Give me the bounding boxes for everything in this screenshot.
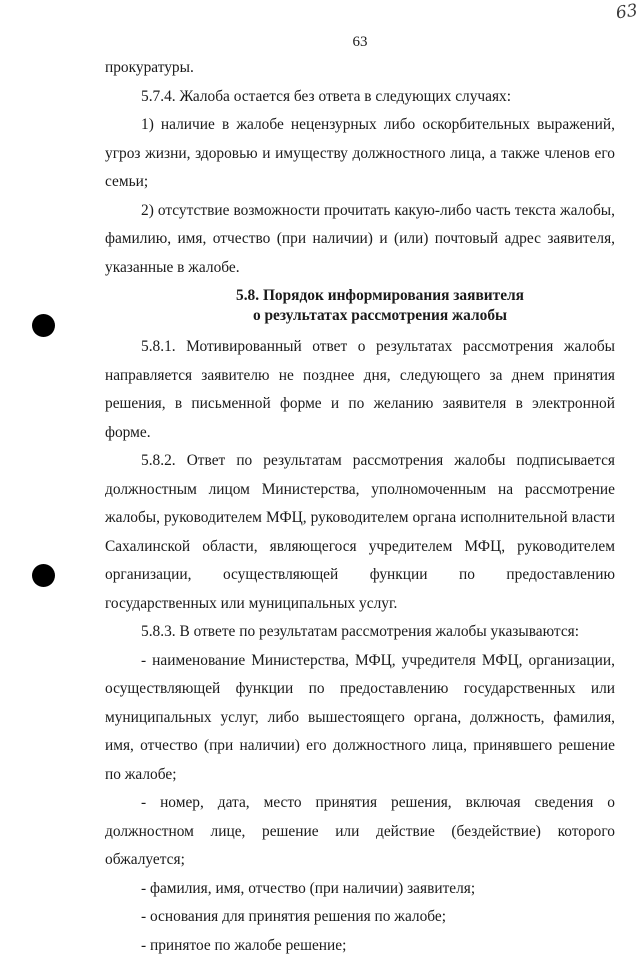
- paragraph-list-item-1: 1) наличие в жалобе нецензурных либо оскорбительных выражений, угроз жизни, здоровью и имуществу должностного лица, а также членов его семьи;: [105, 111, 615, 197]
- handwritten-page-number: 63: [615, 1, 639, 24]
- section-heading-line-2: о результатах рассмотрения жалобы: [160, 306, 600, 326]
- page-number: 63: [340, 33, 380, 51]
- list-item-grounds: - основания для принятия решения по жалобе;: [105, 903, 615, 932]
- section-heading-5-8: [160, 286, 600, 326]
- section-heading-line-1: 5.8. Порядок информирования заявителя: [160, 286, 600, 306]
- paragraph-continuation: прокуратуры.: [105, 54, 615, 83]
- body-text-bottom: [105, 333, 615, 960]
- punch-hole-upper: [32, 314, 55, 337]
- punch-hole-lower: [32, 564, 55, 587]
- list-item-name: - наименование Министерства, МФЦ, учредителя МФЦ, организации, осуществляющей функции по предоставлению государственных или муниципальных услуг, либо вышестоящего органа, должность, фамилия, имя, отчество (при наличии) его должностного лица, принявшего решение по жалобе;: [105, 647, 615, 790]
- list-item-number-date: - номер, дата, место принятия решения, включая сведения о должностном лице, решение или действие (бездействие) которого обжалуется;: [105, 789, 615, 875]
- paragraph-5-8-3: 5.8.3. В ответе по результатам рассмотрения жалобы указываются:: [105, 618, 615, 647]
- paragraph-5-8-2: 5.8.2. Ответ по результатам рассмотрения жалобы подписывается должностным лицом Министерства, уполномоченным на рассмотрение жалобы, руководителем МФЦ, руководителем органа исполнительной власти Сахалинской области, являющегося учредителем МФЦ, руководителем организации, осуществляющей функции по предоставлению государственных или муниципальных услуг.: [105, 447, 615, 618]
- list-item-decision: - принятое по жалобе решение;: [105, 932, 615, 960]
- body-text-top: [105, 54, 615, 282]
- paragraph-5-8-1: 5.8.1. Мотивированный ответ о результатах рассмотрения жалобы направляется заявителю не позднее дня, следующего за днем принятия решения, в письменной форме и по желанию заявителя в электронной форме.: [105, 333, 615, 447]
- paragraph-list-item-2: 2) отсутствие возможности прочитать какую-либо часть текста жалобы, фамилию, имя, отчество (при наличии) и (или) почтовый адрес заявителя, указанные в жалобе.: [105, 197, 615, 283]
- list-item-applicant-name: - фамилия, имя, отчество (при наличии) заявителя;: [105, 875, 615, 904]
- paragraph-5-7-4: 5.7.4. Жалоба остается без ответа в следующих случаях:: [105, 83, 615, 112]
